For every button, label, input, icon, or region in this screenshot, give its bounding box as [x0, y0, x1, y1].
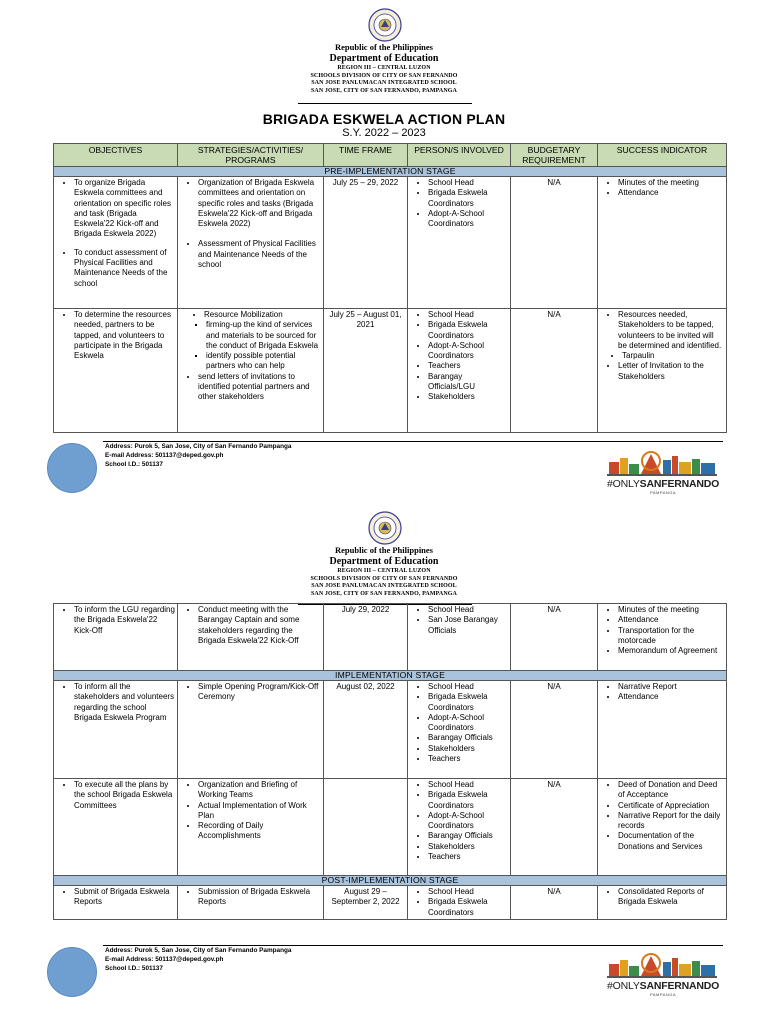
- list-item: • San Jose Barangay Officials: [428, 615, 508, 636]
- col-strategies: STRATEGIES/ACTIVITIES/ PROGRAMS: [178, 144, 324, 167]
- document-page-2: [0, 505, 768, 1024]
- strategies-cell: [178, 604, 324, 671]
- objectives-cell: [54, 177, 178, 309]
- strategies-cell: [178, 681, 324, 779]
- list-item: • Barangay Officials: [428, 733, 508, 743]
- stage-row-implementation: [54, 671, 727, 681]
- list-item: • Adopt-A-School Coordinators: [428, 341, 508, 362]
- list-item: • Barangay Officials: [428, 831, 508, 841]
- footer-contact: [105, 946, 291, 973]
- col-objectives: OBJECTIVES: [54, 144, 178, 167]
- city-skyline-icon: [605, 446, 721, 478]
- table-row: [54, 309, 727, 433]
- list-item: • School Head: [428, 310, 508, 320]
- logo-tagline: #ONLYSANFERNANDO: [607, 980, 720, 992]
- budget-cell: N/A: [511, 886, 598, 920]
- list-item: • School Head: [428, 682, 508, 692]
- school-logo-placeholder: [47, 947, 97, 997]
- time-cell: August 02, 2022: [324, 681, 408, 779]
- col-persons: PERSON/S INVOLVED: [408, 144, 511, 167]
- budget-cell: N/A: [511, 177, 598, 309]
- strategies-cell: [178, 886, 324, 920]
- list-item: • To inform the LGU regarding the Brigada Eskwela'22 Kick-Off: [74, 605, 175, 636]
- list-item: • To determine the resources needed, partners to be tapped, and volunteers to participate in the Brigada Eskwela: [74, 310, 175, 361]
- stage-label: PRE-IMPLEMENTATION STAGE: [54, 167, 727, 177]
- budget-cell: N/A: [511, 779, 598, 876]
- only-san-fernando-logo: [605, 948, 721, 996]
- indicator-cell: [598, 779, 727, 876]
- republic-text: Republic of the Philippines: [334, 545, 433, 555]
- list-item: • Brigada Eskwela Coordinators: [428, 692, 508, 713]
- list-item: • Transportation for the motorcade: [618, 626, 724, 647]
- col-time-frame: TIME FRAME: [324, 144, 408, 167]
- list-item: • Stakeholders: [428, 744, 508, 754]
- time-cell: [324, 779, 408, 876]
- list-item: • Brigada Eskwela Coordinators: [428, 320, 508, 341]
- list-item: • School Head: [428, 178, 508, 188]
- objectives-cell: [54, 604, 178, 671]
- list-item: • Adopt-A-School Coordinators: [428, 713, 508, 734]
- footer-school-id: School I.D.: 501137: [105, 965, 163, 972]
- location-text: SAN JOSE, CITY OF SAN FERNANDO, PAMPANGA: [310, 590, 457, 597]
- list-item: • Assessment of Physical Facilities and Maintenance Needs of the school: [198, 239, 321, 270]
- strategies-cell: [178, 177, 324, 309]
- department-text: Department of Education: [329, 556, 439, 567]
- school-logo-placeholder: [47, 443, 97, 493]
- list-item: • Recording of Daily Accomplishments: [198, 821, 321, 842]
- list-item: • Adopt-A-School Coordinators: [428, 209, 508, 230]
- list-item: • Narrative Report: [618, 682, 724, 692]
- budget-cell: N/A: [511, 681, 598, 779]
- indicator-cell: [598, 886, 727, 920]
- indicator-cell: [598, 681, 727, 779]
- school-year: S.Y. 2022 – 2023: [342, 127, 426, 139]
- list-item: • Tarpaulin: [622, 351, 724, 361]
- footer-school-id: School I.D.: 501137: [105, 461, 163, 468]
- time-cell: July 25 – August 01, 2021: [324, 309, 408, 433]
- table-row: [54, 177, 727, 309]
- list-item: • School Head: [428, 887, 508, 897]
- list-item: • Deed of Donation and Deed of Acceptance: [618, 780, 724, 801]
- time-cell: July 25 – 29, 2022: [324, 177, 408, 309]
- department-text: Department of Education: [329, 53, 439, 64]
- list-item: • Actual Implementation of Work Plan: [198, 801, 321, 822]
- table-row: [54, 779, 727, 876]
- list-item: • To organize Brigada Eskwela committees and orientation on specific roles and task (Brigada Eskwela'22 Kick-off and Brigada Eskwela 2022): [74, 178, 175, 240]
- list-item: • Documentation of the Donations and Services: [618, 831, 724, 852]
- list-item: • Adopt-A-School Coordinators: [428, 811, 508, 832]
- only-san-fernando-logo: [605, 446, 721, 494]
- action-plan-table-continued: [53, 603, 727, 920]
- list-item: • Minutes of the meeting: [618, 605, 724, 615]
- footer-email: E-mail Address: 501137@deped.gov.ph: [105, 956, 224, 963]
- stage-label: IMPLEMENTATION STAGE: [54, 671, 727, 681]
- list-item: • Stakeholders: [428, 842, 508, 852]
- list-item: • Stakeholders: [428, 392, 508, 402]
- budget-cell: N/A: [511, 309, 598, 433]
- school-text: SAN JOSE PANLUMACAN INTEGRATED SCHOOL: [311, 80, 457, 87]
- list-item: • send letters of invitations to identified potential partners and other stakeholders: [198, 372, 321, 403]
- time-cell: August 29 – September 2, 2022: [324, 886, 408, 920]
- list-item: • Narrative Report for the daily records: [618, 811, 724, 832]
- strategies-cell: [178, 779, 324, 876]
- indicator-cell: [598, 177, 727, 309]
- list-item: • Attendance: [618, 615, 724, 625]
- deped-seal-icon: [368, 511, 402, 545]
- logo-tagline: #ONLYSANFERNANDO: [607, 478, 720, 490]
- school-text: SAN JOSE PANLUMACAN INTEGRATED SCHOOL: [311, 583, 457, 590]
- list-item: • Simple Opening Program/Kick-Off Ceremony: [198, 682, 321, 703]
- logo-subtitle: PAMPANGA: [650, 490, 677, 495]
- list-item: • Resource Mobilization: [204, 310, 321, 320]
- list-item: • Teachers: [428, 361, 508, 371]
- strategies-cell: [178, 309, 324, 433]
- location-text: SAN JOSE, CITY OF SAN FERNANDO, PAMPANGA: [310, 87, 457, 94]
- city-skyline-icon: [605, 948, 721, 980]
- header-divider: [298, 103, 472, 104]
- list-item: ▪ firming-up the kind of services and materials to be sourced for the conduct of Brigada Eskwela: [206, 320, 321, 351]
- republic-text: Republic of the Philippines: [334, 42, 433, 52]
- footer-address: Address: Purok 5, San Jose, City of San Fernando Pampanga: [105, 947, 292, 954]
- persons-cell: [408, 177, 511, 309]
- list-item: • Barangay Officials/LGU: [428, 372, 508, 393]
- col-budget: BUDGETARY REQUIREMENT: [511, 144, 598, 167]
- stage-row-pre: [54, 167, 727, 177]
- col-success-indicator: SUCCESS INDICATOR: [598, 144, 727, 167]
- region-text: REGION III – CENTRAL LUZON: [337, 568, 431, 574]
- division-text: SCHOOLS DIVISION OF CITY OF SAN FERNANDO: [310, 72, 458, 79]
- table-row: [54, 681, 727, 779]
- objectives-cell: [54, 779, 178, 876]
- footer-email: E-mail Address: 501137@deped.gov.ph: [105, 452, 224, 459]
- table-row: [54, 886, 727, 920]
- list-item: • Organization and Briefing of Working Teams: [198, 780, 321, 801]
- objectives-cell: [54, 309, 178, 433]
- persons-cell: [408, 309, 511, 433]
- list-item: • Consolidated Reports of Brigada Eskwela: [618, 887, 724, 908]
- footer-contact: [105, 442, 291, 469]
- budget-cell: N/A: [511, 604, 598, 671]
- list-item: • School Head: [428, 780, 508, 790]
- letterhead: [0, 42, 768, 95]
- stage-label: POST-IMPLEMENTATION STAGE: [54, 876, 727, 886]
- time-cell: July 29, 2022: [324, 604, 408, 671]
- list-item: • Memorandum of Agreement: [618, 646, 724, 656]
- table-header-row: [54, 144, 727, 167]
- list-item: • Resources needed, Stakeholders to be tapped, volunteers to be invited will be determined and identified.: [618, 310, 724, 351]
- deped-seal-icon: [368, 8, 402, 42]
- persons-cell: [408, 681, 511, 779]
- list-item: • Minutes of the meeting: [618, 178, 724, 188]
- indicator-cell: [598, 604, 727, 671]
- persons-cell: [408, 779, 511, 876]
- list-item: • Brigada Eskwela Coordinators: [428, 188, 508, 209]
- table-row: [54, 604, 727, 671]
- list-item: • Conduct meeting with the Barangay Captain and some stakeholders regarding the Brigada Eskwela'22 Kick-Off: [198, 605, 321, 646]
- list-item: • Teachers: [428, 852, 508, 862]
- list-item: • Attendance: [618, 188, 724, 198]
- stage-row-post: [54, 876, 727, 886]
- division-text: SCHOOLS DIVISION OF CITY OF SAN FERNANDO: [310, 575, 458, 582]
- list-item: • Letter of Invitation to the Stakeholders: [618, 361, 724, 382]
- list-item: • Organization of Brigada Eskwela committees and orientation on specific roles and tasks (Brigada Eskwela'22 Kick-off and Brigada Eskwela 2022): [198, 178, 321, 229]
- footer-address: Address: Purok 5, San Jose, City of San Fernando Pampanga: [105, 443, 292, 450]
- list-item: • To execute all the plans by the school Brigada Eskwela Committees: [74, 780, 175, 811]
- document-title: BRIGADA ESKWELA ACTION PLAN: [262, 111, 506, 127]
- list-item: • Submission of Brigada Eskwela Reports: [198, 887, 321, 908]
- persons-cell: [408, 604, 511, 671]
- region-text: REGION III – CENTRAL LUZON: [337, 65, 431, 71]
- list-item: • To inform all the stakeholders and volunteers regarding the school Brigada Eskwela Program: [74, 682, 175, 723]
- list-item: • Brigada Eskwela Coordinators: [428, 790, 508, 811]
- list-item: • Teachers: [428, 754, 508, 764]
- indicator-cell: [598, 309, 727, 433]
- list-item: • Submit of Brigada Eskwela Reports: [74, 887, 175, 908]
- list-item: • Attendance: [618, 692, 724, 702]
- letterhead: [0, 545, 768, 598]
- persons-cell: [408, 886, 511, 920]
- logo-subtitle: PAMPANGA: [650, 992, 677, 997]
- list-item: • School Head: [428, 605, 508, 615]
- action-plan-table: [53, 143, 727, 433]
- document-page-1: [0, 0, 768, 500]
- list-item: • Brigada Eskwela Coordinators: [428, 897, 508, 918]
- list-item: • To conduct assessment of Physical Facilities and Maintenance Needs of the school: [74, 248, 175, 289]
- objectives-cell: [54, 886, 178, 920]
- list-item: • Certificate of Appreciation: [618, 801, 724, 811]
- list-item: ▪ identify possible potential partners who can help: [206, 351, 321, 372]
- objectives-cell: [54, 681, 178, 779]
